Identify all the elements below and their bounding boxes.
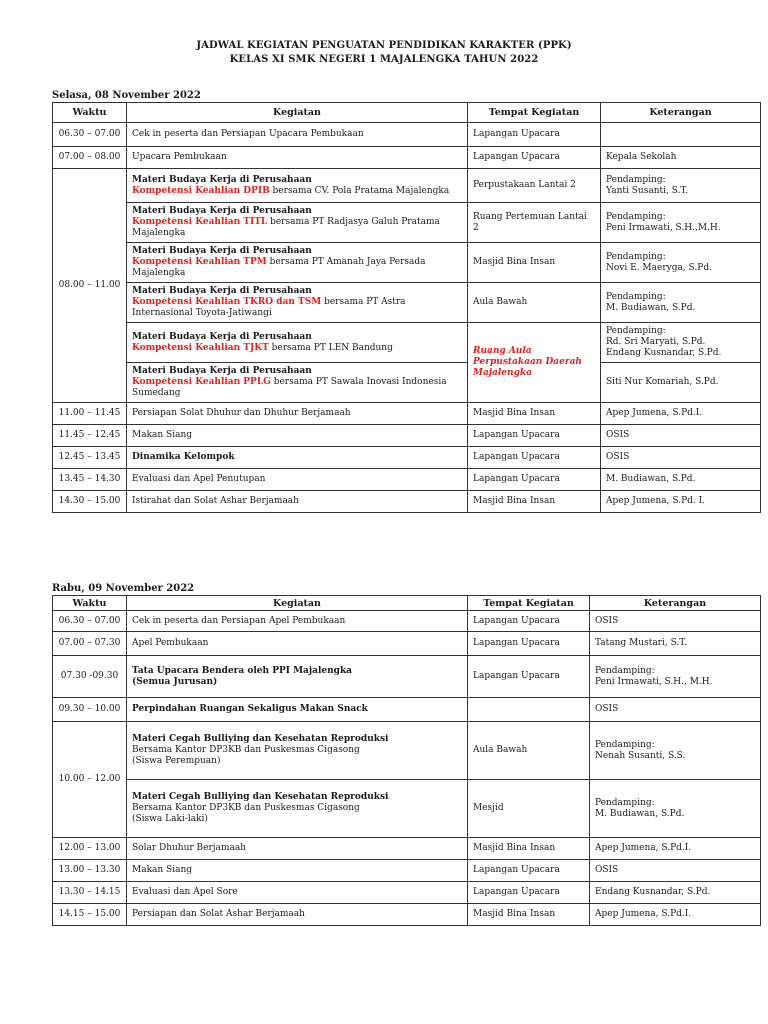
kompetensi-label: Kompetensi Keahlian DPIB [132, 185, 270, 196]
pendamping-name: Endang Kusnandar, S.Pd. [606, 348, 722, 358]
partner-text: bersama CV. Pola Pratama Majalengka [269, 185, 450, 196]
cell-kegiatan: Makan Siang [127, 860, 468, 882]
cell-waktu: 13.45 – 14.30 [53, 469, 127, 491]
pendamping-label: Pendamping: [606, 174, 666, 185]
cell-kegiatan: Perpindahan Ruangan Sekaligus Makan Snack [127, 698, 468, 722]
pendamping-name: Rd. Sri Maryati, S.Pd. [606, 337, 706, 347]
pendamping-label: Pendamping: [595, 797, 655, 808]
day1-schedule-table [52, 102, 761, 513]
cell-kegiatan: Makan Siang [127, 425, 468, 447]
cell-tempat: Masjid Bina Insan [468, 838, 590, 860]
cell-tempat: Aula Bawah [468, 722, 590, 780]
cell-kegiatan: Evaluasi dan Apel Penutupan [127, 469, 468, 491]
cell-waktu: 12.45 – 13.45 [53, 447, 127, 469]
pendamping-label: Pendamping: [595, 665, 655, 676]
cell-waktu: 07.00 – 07.30 [53, 632, 127, 656]
cell-tempat [468, 698, 590, 722]
cell-tempat: Lapangan Upacara [468, 632, 590, 656]
cell-kegiatan [127, 780, 468, 838]
cell-tempat: Lapangan Upacara [468, 860, 590, 882]
cell-kegiatan: Solar Dhuhur Berjamaah [127, 838, 468, 860]
table-row [53, 904, 761, 926]
cell-kegiatan [127, 656, 468, 698]
partner-text: Bersama Kantor DP3KB dan Puskesmas Cigasong [132, 745, 360, 755]
pendamping-label: Pendamping: [606, 211, 666, 222]
col-header-waktu: Waktu [53, 103, 127, 123]
kegiatan-title: Tata Upacara Bendera oleh PPI Majalengka [132, 665, 353, 676]
col-header-keterangan: Keterangan [601, 103, 761, 123]
cell-keterangan: Kepala Sekolah [601, 147, 761, 169]
cell-keterangan: OSIS [601, 425, 761, 447]
cell-kegiatan: Dinamika Kelompok [127, 447, 468, 469]
day2-schedule-table [52, 595, 761, 926]
table-row [53, 169, 761, 203]
partner-text: bersama PT Sawala Inovasi Indonesia Sumedang [132, 377, 447, 398]
cell-keterangan: Apep Jumena, S.Pd.I. [590, 838, 761, 860]
day1-label: Selasa, 08 November 2022 [52, 90, 201, 101]
table-row [53, 403, 761, 425]
cell-tempat: Ruang Pertemuan Lantai 2 [468, 203, 601, 243]
cell-kegiatan: Istirahat dan Solat Ashar Berjamaah [127, 491, 468, 513]
cell-waktu: 14.15 – 15.00 [53, 904, 127, 926]
materi-title: Materi Budaya Kerja di Perusahaan [132, 366, 312, 376]
day2-label: Rabu, 09 November 2022 [52, 583, 195, 594]
cell-keterangan [601, 243, 761, 283]
table-row [53, 491, 761, 513]
cell-keterangan: OSIS [590, 698, 761, 722]
col-header-keterangan: Keterangan [590, 596, 761, 611]
cell-keterangan [590, 780, 761, 838]
partner-text: bersama PT Astra Internasional Toyota-Jatiwangi [132, 297, 406, 318]
cell-keterangan: OSIS [601, 447, 761, 469]
cell-keterangan: OSIS [590, 860, 761, 882]
cell-kegiatan [127, 722, 468, 780]
cell-tempat: Lapangan Upacara [468, 123, 601, 147]
pendamping-name: M. Budiawan, S.Pd. [606, 302, 696, 313]
cell-waktu: 13.00 – 13.30 [53, 860, 127, 882]
cell-keterangan [601, 323, 761, 363]
table-row [53, 780, 761, 838]
table-row [53, 147, 761, 169]
kompetensi-label: Kompetensi Keahlian TITL [132, 217, 268, 227]
table-row [53, 363, 761, 403]
col-header-waktu: Waktu [53, 596, 127, 611]
table-row [53, 632, 761, 656]
cell-tempat: Aula Bawah [468, 283, 601, 323]
cell-kegiatan: Persiapan dan Solat Ashar Berjamaah [127, 904, 468, 926]
cell-kegiatan [127, 363, 468, 403]
table-row [53, 203, 761, 243]
cell-kegiatan: Cek in peserta dan Persiapan Upacara Pembukaan [127, 123, 468, 147]
cell-kegiatan [127, 323, 468, 363]
col-header-kegiatan: Kegiatan [127, 103, 468, 123]
table-row [53, 447, 761, 469]
cell-kegiatan [127, 169, 468, 203]
partner-text: bersama PT Amanah Jaya Persada Majalengka [132, 257, 426, 278]
cell-keterangan: Apep Jumena, S.Pd.I. [590, 904, 761, 926]
cell-kegiatan [127, 243, 468, 283]
pendamping-label: Pendamping: [606, 291, 666, 302]
pendamping-label: Pendamping: [606, 251, 666, 262]
kompetensi-label: Kompetensi Keahlian TPM [132, 257, 267, 267]
cell-waktu: 07.30 -09.30 [53, 656, 127, 698]
cell-tempat: Lapangan Upacara [468, 656, 590, 698]
cell-waktu: 06.30 – 07.00 [53, 123, 127, 147]
document-subtitle: KELAS XI SMK NEGERI 1 MAJALENGKA TAHUN 2022 [229, 54, 539, 65]
cell-waktu: 14.30 – 15.00 [53, 491, 127, 513]
cell-tempat: Masjid Bina Insan [468, 491, 601, 513]
table-row [53, 656, 761, 698]
pendamping-label: Pendamping: [595, 739, 655, 750]
table-row [53, 123, 761, 147]
partner-text: bersama PT Radjasya Galuh Pratama Majalengka [132, 217, 440, 238]
cell-kegiatan [127, 283, 468, 323]
cell-keterangan: M. Budiawan, S.Pd. [601, 469, 761, 491]
cell-tempat: Lapangan Upacara [468, 882, 590, 904]
cell-keterangan: Apep Jumena, S.Pd.I. [601, 403, 761, 425]
cell-kegiatan: Cek in peserta dan Persiapan Apel Pembukaan [127, 611, 468, 632]
cell-tempat: Mesjid [468, 780, 590, 838]
pendamping-name: Peni Irmawati, S.H., M.H. [595, 676, 713, 687]
materi-title: Materi Budaya Kerja di Perusahaan [132, 206, 312, 216]
cell-waktu: 07.00 – 08.00 [53, 147, 127, 169]
cell-tempat: Lapangan Upacara [468, 469, 601, 491]
pendamping-name: M. Budiawan, S.Pd. [595, 808, 685, 819]
cell-keterangan: OSIS [590, 611, 761, 632]
cell-tempat: Lapangan Upacara [468, 147, 601, 169]
cell-kegiatan [127, 203, 468, 243]
materi-title: Materi Budaya Kerja di Perusahaan [132, 331, 312, 342]
pendamping-label: Pendamping: [606, 326, 666, 336]
partner-text: Bersama Kantor DP3KB dan Puskesmas Cigasong [132, 803, 360, 813]
pendamping-name: Yanti Susanti, S.T. [606, 185, 688, 196]
kompetensi-label: Kompetensi Keahlian TKRO dan TSM [132, 297, 322, 307]
cell-waktu: 13.30 – 14.15 [53, 882, 127, 904]
table-row [53, 838, 761, 860]
cell-kegiatan: Persiapan Solat Dhuhur dan Dhuhur Berjamaah [127, 403, 468, 425]
table-header-row [53, 596, 761, 611]
participant-note: (Siswa Laki-laki) [132, 814, 208, 824]
table-row [53, 611, 761, 632]
materi-title: Materi Budaya Kerja di Perusahaan [132, 286, 312, 296]
cell-keterangan [601, 203, 761, 243]
cell-tempat: Masjid Bina Insan [468, 904, 590, 926]
cell-keterangan: Siti Nur Komariah, S.Pd. [601, 363, 761, 403]
cell-waktu: 08.00 – 11.00 [53, 169, 127, 403]
kompetensi-label: Kompetensi Keahlian PPLG [132, 377, 271, 387]
table-row [53, 698, 761, 722]
materi-title: Materi Cegah Bulliying dan Kesehatan Reproduksi [132, 734, 389, 744]
cell-keterangan [590, 656, 761, 698]
table-row [53, 243, 761, 283]
pendamping-name: Novi E. Maeryga, S.Pd. [606, 262, 712, 273]
table-row [53, 425, 761, 447]
cell-tempat: Lapangan Upacara [468, 447, 601, 469]
materi-title: Materi Budaya Kerja di Perusahaan [132, 174, 312, 185]
cell-keterangan [601, 123, 761, 147]
table-row [53, 722, 761, 780]
col-header-tempat: Tempat Kegiatan [468, 596, 590, 611]
cell-keterangan [601, 169, 761, 203]
cell-keterangan [590, 722, 761, 780]
cell-keterangan: Apep Jumena, S.Pd. I. [601, 491, 761, 513]
col-header-tempat: Tempat Kegiatan [468, 103, 601, 123]
cell-tempat: Lapangan Upacara [468, 425, 601, 447]
col-header-kegiatan: Kegiatan [127, 596, 468, 611]
document-title: JADWAL KEGIATAN PENGUATAN PENDIDIKAN KARAKTER (PPK) [196, 40, 572, 51]
table-row [53, 882, 761, 904]
cell-waktu: 06.30 – 07.00 [53, 611, 127, 632]
pendamping-name: Peni Irmawati, S.H.,M.H. [606, 222, 721, 233]
cell-tempat: Lapangan Upacara [468, 611, 590, 632]
table-row [53, 860, 761, 882]
partner-text: bersama PT LEN Bandung [268, 342, 393, 353]
pendamping-name: Nenah Susanti, S.S. [595, 750, 686, 761]
participant-note: (Siswa Perempuan) [132, 756, 221, 766]
cell-waktu: 11.45 – 12.45 [53, 425, 127, 447]
cell-waktu: 12.00 – 13.00 [53, 838, 127, 860]
kegiatan-note: (Semua Jurusan) [132, 676, 218, 687]
cell-tempat: Ruang Aula Perpustakaan Daerah Majalengka [468, 323, 601, 403]
cell-waktu: 11.00 – 11.45 [53, 403, 127, 425]
cell-keterangan [601, 283, 761, 323]
cell-tempat: Perpustakaan Lantai 2 [468, 169, 601, 203]
kompetensi-label: Kompetensi Keahlian TJKT [132, 342, 269, 353]
cell-waktu: 10.00 – 12.00 [53, 722, 127, 838]
cell-tempat: Masjid Bina Insan [468, 243, 601, 283]
cell-kegiatan: Evaluasi dan Apel Sore [127, 882, 468, 904]
cell-tempat: Masjid Bina Insan [468, 403, 601, 425]
materi-title: Materi Budaya Kerja di Perusahaan [132, 246, 312, 256]
cell-keterangan: Tatang Mustari, S.T. [590, 632, 761, 656]
cell-kegiatan: Upacara Pembukaan [127, 147, 468, 169]
table-row [53, 283, 761, 323]
cell-waktu: 09.30 – 10.00 [53, 698, 127, 722]
cell-keterangan: Endang Kusnandar, S.Pd. [590, 882, 761, 904]
table-row [53, 323, 761, 363]
cell-kegiatan: Apel Pembukaan [127, 632, 468, 656]
materi-title: Materi Cegah Bulliying dan Kesehatan Reproduksi [132, 792, 389, 802]
table-header-row [53, 103, 761, 123]
table-row [53, 469, 761, 491]
